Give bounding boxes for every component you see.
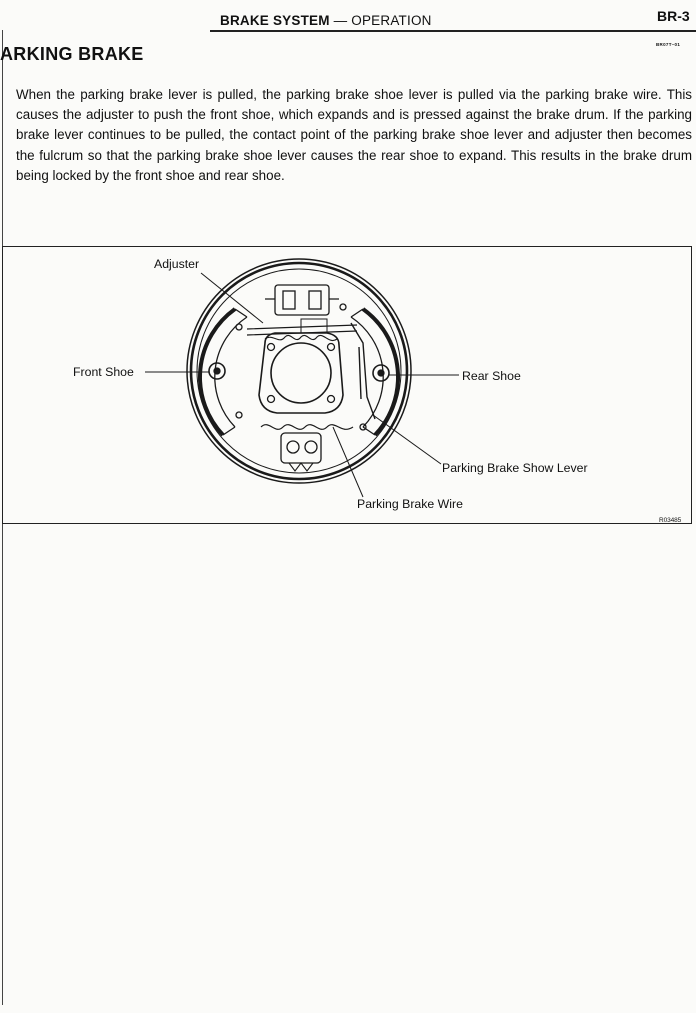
document-code: BR07T–01 bbox=[656, 42, 681, 47]
callout-rear-shoe: Rear Shoe bbox=[462, 369, 521, 383]
brake-assembly-drawing bbox=[3, 247, 693, 525]
header-subsection: OPERATION bbox=[351, 13, 432, 28]
page-number: BR-3 bbox=[657, 8, 690, 24]
page-title: ARKING BRAKE bbox=[0, 44, 144, 64]
callout-parking-brake-wire: Parking Brake Wire bbox=[357, 497, 463, 511]
header-dash: — bbox=[333, 13, 348, 28]
running-header bbox=[220, 13, 432, 28]
figure-code: R03485 bbox=[659, 517, 682, 524]
callout-parking-brake-shoe-lever: Parking Brake Show Lever bbox=[442, 461, 588, 475]
header-section: BRAKE SYSTEM bbox=[220, 13, 330, 28]
callout-adjuster: Adjuster bbox=[154, 257, 200, 271]
body-paragraph: When the parking brake lever is pulled, the parking brake shoe lever is pulled via the parking brake wire. This causes the adjuster to push the front shoe, which expands and is pressed against the brake drum. If the parking brake lever continues to be pulled, the contact point of the parking brake shoe lever and adjuster then becomes the fulcrum so that the parking brake shoe lever causes the rear shoe to expand. This results in the brake drum being locked by the front shoe and rear shoe. bbox=[16, 87, 692, 183]
header-rule bbox=[210, 30, 696, 32]
callout-front-shoe: Front Shoe bbox=[73, 365, 134, 379]
brake-assembly-figure bbox=[2, 246, 692, 524]
